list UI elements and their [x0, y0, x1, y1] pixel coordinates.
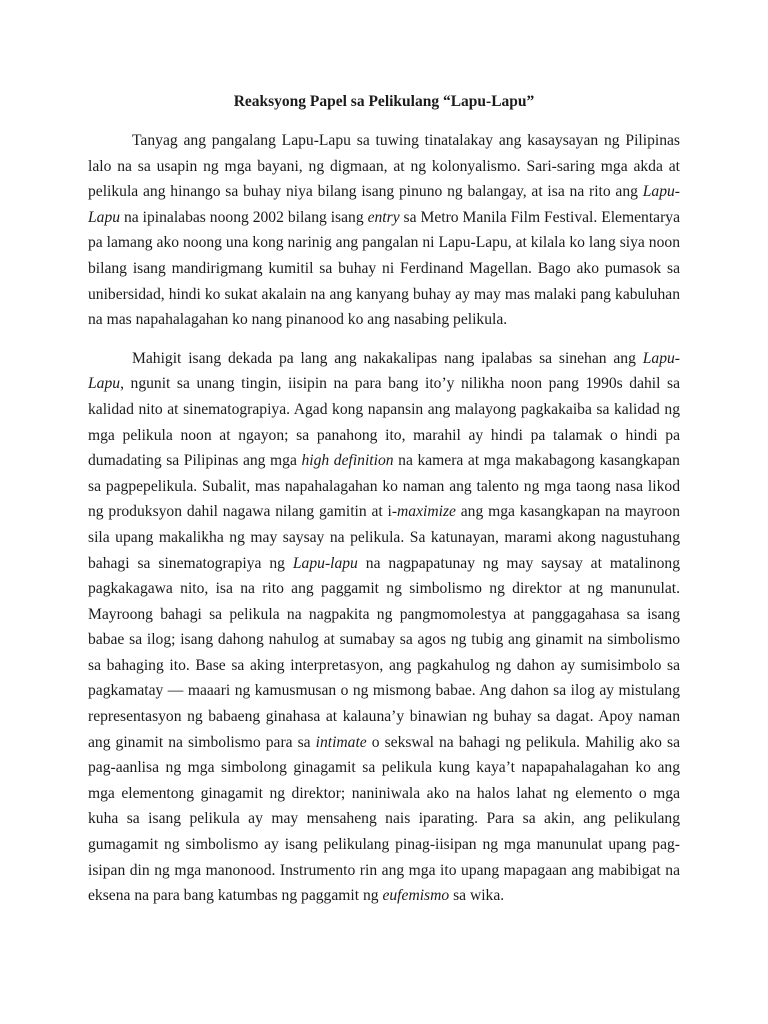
document-body [88, 128, 680, 909]
document-title: Reaksyong Papel sa Pelikulang “Lapu-Lapu” [233, 93, 535, 110]
document-page [88, 92, 680, 909]
text-run: sa wika. [449, 887, 505, 905]
italic-text: high definition [301, 452, 394, 470]
text-run: o sekswal na bahagi ng pelikula. Mahilig ako sa pag-aanlisa ng mga simbolong ginagamit sa pelikula kung kaya’t napapahalagahan ko ang mga elementong ginagamit ng direktor; naniniwala ako na halos lahat ng elemento o mga kuha sa isang pelikula ay may mensaheng nais iparating. Para sa akin, ang pelikulang gumagamit ng simbolismo ay isang pelikulang pinag-iisipan ng mga manunulat upang pag-isipan din ng mga manonood. Instrumento rin ang mga ito upang mapagaan ang mabibigat na eksena na para bang katumbas ng paggamit ng [88, 733, 680, 905]
italic-text: Lapu-Lapu [88, 349, 680, 393]
text-run: Mahigit isang dekada pa lang ang nakakalipas nang ipalabas sa sinehan ang [132, 349, 643, 367]
text-run: Tanyag ang pangalang Lapu-Lapu sa tuwing tinatalakay ang kasaysayan ng Pilipinas lalo na sa usapin ng mga bayani, ng digmaan, at ng kolonyalismo. Sari-saring mga akda at pelikula ang hinango sa buhay niya bilang isang pinuno ng balangay, at isa na rito ang [88, 132, 680, 201]
text-run: na nagpapatunay ng may saysay at matalinong pagkakagawa nito, isa na rito ang paggamit ng simbolismo ng direktor at ng manunulat. Mayroong bahagi sa pelikula na nagpakita ng pangmomolestya at panggagahasa sa isang babae sa ilog; isang dahong nahulog at sumabay sa agos ng tubig ang ginamit na simbolismo sa bahaging ito. Base sa aking interpretasyon, ang pagkahulog ng dahon ay sumisimbolo sa pagkamatay — maaari ng kamusmusan o ng mismong babae. Ang dahon sa ilog ay mistulang representasyon ng babaeng ginahasa at kalauna’y binawian ng buhay sa dagat. Apoy naman ang ginamit na simbolismo para sa [88, 554, 680, 751]
paragraph [88, 128, 680, 333]
italic-text: maximize [397, 503, 456, 521]
text-run: , ngunit sa unang tingin, iisipin na para bang ito’y nilikha noon pang 1990s dahil sa kalidad nito at sinematograpiya. Agad kong napansin ang malayong pagkakaiba sa kalidad ng mga pelikula noon at ngayon; sa panahong ito, marahil ay hindi pa talamak o hindi pa dumadating sa Pilipinas ang mga [88, 375, 680, 470]
text-run: na ipinalabas noong 2002 bilang isang [120, 208, 368, 226]
italic-text: entry [367, 208, 400, 226]
italic-text: intimate [315, 733, 367, 751]
text-run: na kamera at mga makabagong kasangkapan sa pagpepelikula. Subalit, mas napahalagahan ko naman ang talento ng mga taong nasa likod ng produksyon dahil nagawa nilang gamitin at i- [88, 452, 680, 521]
text-run: ang mga kasangkapan na mayroon sila upang makalikha ng may saysay na pelikula. Sa katunayan, marami akong nagustuhang bahagi sa sinematograpiya ng [88, 503, 681, 572]
italic-text: Lapu-Lapu [88, 183, 680, 226]
italic-text: eufemismo [382, 887, 450, 905]
paragraph [88, 346, 680, 909]
text-run: sa Metro Manila Film Festival. Elementarya pa lamang ako noong una kong narinig ang pangalan ni Lapu-Lapu, at kilala ko lang siya noon bilang isang mandirigmang kumitil sa buhay ni Ferdinand Magellan. Bago ako pumasok sa unibersidad, hindi ko sukat akalain na ang kanyang buhay ay may mas malaki pang kabuluhan na mas napahalagahan ko nang pinanood ko ang nasabing pelikula. [88, 208, 680, 329]
italic-text: Lapu-lapu [292, 554, 358, 572]
